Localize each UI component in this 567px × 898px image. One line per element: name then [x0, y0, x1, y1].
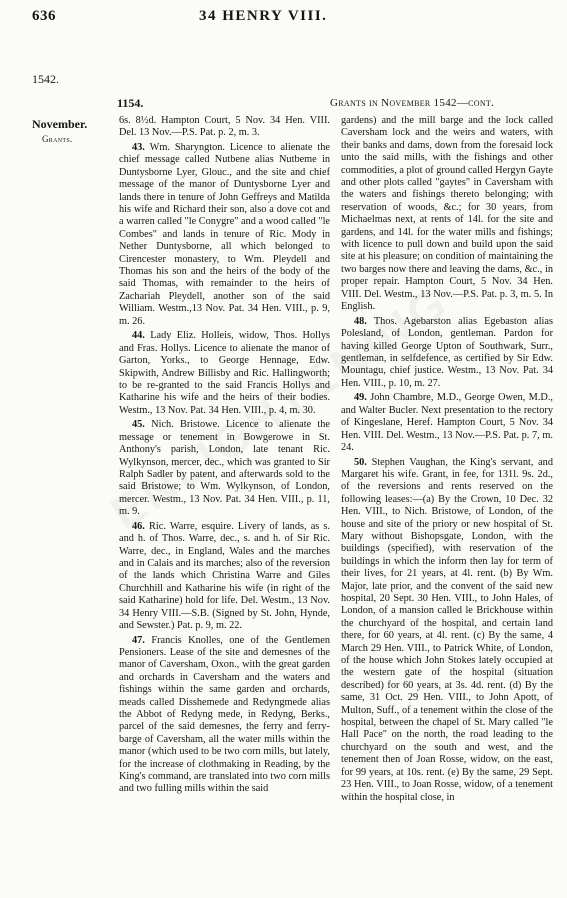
entry-paragraph: [341, 392, 553, 454]
left-text-column: [119, 115, 330, 885]
right-text-column: [341, 115, 553, 885]
entry-number: 43.: [132, 142, 145, 153]
page-number: 636: [32, 8, 56, 24]
entry-number: 49.: [354, 392, 367, 404]
entry-text: John Chambre, M.D., George Owen, M.D., and Walter Bucler. Next presentation to the rectory of Kingeslane, Heref. Hampton Court, 5 Nov. 34 Hen. VIII. Del. Westm., 13 Nov.—P.S. Pat. p. 7, m. 24.: [341, 392, 553, 453]
entry-text: Nich. Bristowe. Licence to alienate the message or tenement in Bowgerowe in St. Anthony's parish, London, late tenant Ric. Wylkynson, mercer, dec., which was granted to Sir Ralph Sadler by patent, and afterwards sold to the said Bristowe; to Wm. Wylkynson, of London, mercer. Westm., 13 Nov. Pat. 34 Hen. VIII., p. 11, m. 9.: [119, 419, 330, 518]
entry-text: Francis Knolles, one of the Gentlemen Pensioners. Lease of the site and demesnes of the manor of Caversham, Oxon., with the great garden and orchards in Caversham and the waters and fishings within the same garden and orchards, meads called Disshemede and Redyngmede alias the Abbot of Redyng mede, in Redyng, Berks., parcel of the said demesnes, the ferry and ferry-barge of Caversham, all the water mills within the manor (which used to be two corn mills, but lately, for the increase of clothmaking in Reading, by the King's command, are translated into two corn mills and two fulling mills within the said: [119, 634, 330, 795]
entry-number: 47.: [132, 634, 145, 646]
margin-month: November.: [32, 117, 88, 131]
entry-paragraph: [119, 635, 330, 796]
entry-paragraph: [341, 316, 553, 390]
calendar-entry-number: 1154.: [117, 96, 144, 110]
entry-text: Wm. Sharyngton. Licence to alienate the chief message called Nutbene alias Nutbeme in Duntysborne Lyer, Glouc., and the site and chief message of the manor of Duntysborne Lyer and lands there in tenure of John Geffreys and Matilda his wife and Richard their son, also a dove cot and a warren called "le Conygre" and a wood called "le Combes" and lands in tenure of Ric. Mody in Nether Duntysborne, all which belonged to Cirencester monastery, to Wm. Pleydell and Thomas his son and the heirs of the body of the said Thomas, with remainder to the heirs of Zachariah Pleydell, another son of the said William. Westm.,13 Nov. Pat. 34 Hen. VIII., p. 9, m. 26.: [119, 142, 330, 327]
entry-number: 48.: [354, 315, 367, 327]
margin-category: Grants.: [42, 134, 73, 144]
entry-text: Ric. Warre, esquire. Livery of lands, as s. and h. of Thos. Warre, dec., s. and h. of Sir Ric. Warre, dec., in England, Wales and the marches and in Calais and its marches; also of the reversion of the lands which Christina Warre and Giles Churchhill and Katharine his wife (in right of the said Katharine) hold for life. Del. Westm., 13 Nov. 34 Henry VIII.—S.B. (Signed by St. John, Hynde, and Sewster.) Pat. p. 9, m. 22.: [119, 520, 330, 631]
entry-paragraph: [119, 521, 330, 633]
entry-number: 45.: [132, 419, 145, 431]
entry-paragraph: [341, 115, 553, 314]
entry-text: gardens) and the mill barge and the lock called Caversham lock and the weirs and waters, with their banks and dams, down from the foresaid lock unto the said mills, with the fishings and other commodities, a plot of ground called Hergyn Gayte and other plots called "gaytes" in Caversham with the waters and fishings thereto belonging; with reservation of woods, &c.; for 30 years, from Michaelmas next, at rents of 14l. for the site and gardens, and 14l. for the water mills and fishings; with licence to pull down and build upon the said site at his pleasure; on condition of maintaining the two barges now there and leaving the dams, &c., in proper repair. Hampton Court, 5 Nov. 34 Hen. VIII. Del. Westm., 13 Nov.—P.S. Pat. p. 3, m. 5. In English.: [341, 115, 553, 313]
year-label: 1542.: [32, 72, 59, 86]
entry-paragraph: [341, 457, 553, 804]
entry-text: 6s. 8½d. Hampton Court, 5 Nov. 34 Hen. VIII. Del. 13 Nov.—P.S. Pat. p. 2, m. 3.: [119, 115, 330, 139]
entry-text: Stephen Vaughan, the King's servant, and Margaret his wife. Grant, in fee, for 131l. 9s. 2d., of the reversions and rents reserved on the following leases:—(a) By the Crown, 10 Dec. 32 Hen. VIII., to Nich. Bristowe, of London, of the house and site of the priory or new hospital of St. Mary without Bishopsgate, London, with the buildings (specified), with reservation of the buildings in which the inform then lay for term of their lives, for 21 years, at 4l. rent. (b) By Wm. Major, late prior, and the convent of the said new hospital, 20 Sept. 30 Hen. VIII., to John Hales, of London, of a mansion called le Brickhouse within the churchyard of the hospital, and certain land there, for 60 years, at 4l. rent. (c) By the same, 4 March 29 Hen. VIII., to Patrick White, of London, of the house which John Stokes lately occupied at the western gate of the hospital (situation described) for 60 years, at 3s. 4d. rent. (d) By the same, 31 Oct. 29 Hen. VIII., to John Apott, of Multon, Suff., of a tenement within the close of the hospital, between the chapel of St. Mary called "le Hall Pace" on the north, the road leading to the churchyard on the south and west, and the tenement then of Joan Rosse, widow, on the east, for 99 years, at 10s. rent. (e) By the same, 29 Sept. 23 Hen. VIII., to Joan Rosse, widow, of a tenement within the hospital close, in: [341, 456, 553, 803]
entry-text: Lady Eliz. Holleis, widow, Thos. Hollys and Fras. Hollys. Licence to alienate the manor of Garton, Yorks., to George Hennage, Edw. Skipwith, Andrew Billisby and Ric. Hallingworth; to be re-granted to the said Francis Hollys and Katharine his wife and the heirs of their bodies. Westm., 13 Nov. Pat. 34 Hen. VIII., p. 4, m. 30.: [119, 330, 330, 416]
entry-number: 50.: [354, 456, 367, 468]
section-heading: Grants in November 1542—cont.: [330, 97, 495, 109]
entry-number: 46.: [132, 520, 145, 532]
entry-paragraph: [119, 115, 330, 140]
entry-paragraph: [119, 142, 330, 328]
entry-paragraph: [119, 330, 330, 417]
running-title: 34 HENRY VIII.: [199, 8, 328, 24]
entry-text: Thos. Agebarston alias Egebaston alias Polesland, of London, gentleman. Pardon for having killed George Upton of Southwark, Surr., gentleman, in selfdefence, as certified by Sir Edw. Mountagu, chief justice. Westm., 13 Nov. Pat. 34 Hen. VIII., p. 10, m. 27.: [341, 315, 553, 389]
entry-number: 44.: [132, 330, 145, 342]
entry-paragraph: [119, 419, 330, 518]
